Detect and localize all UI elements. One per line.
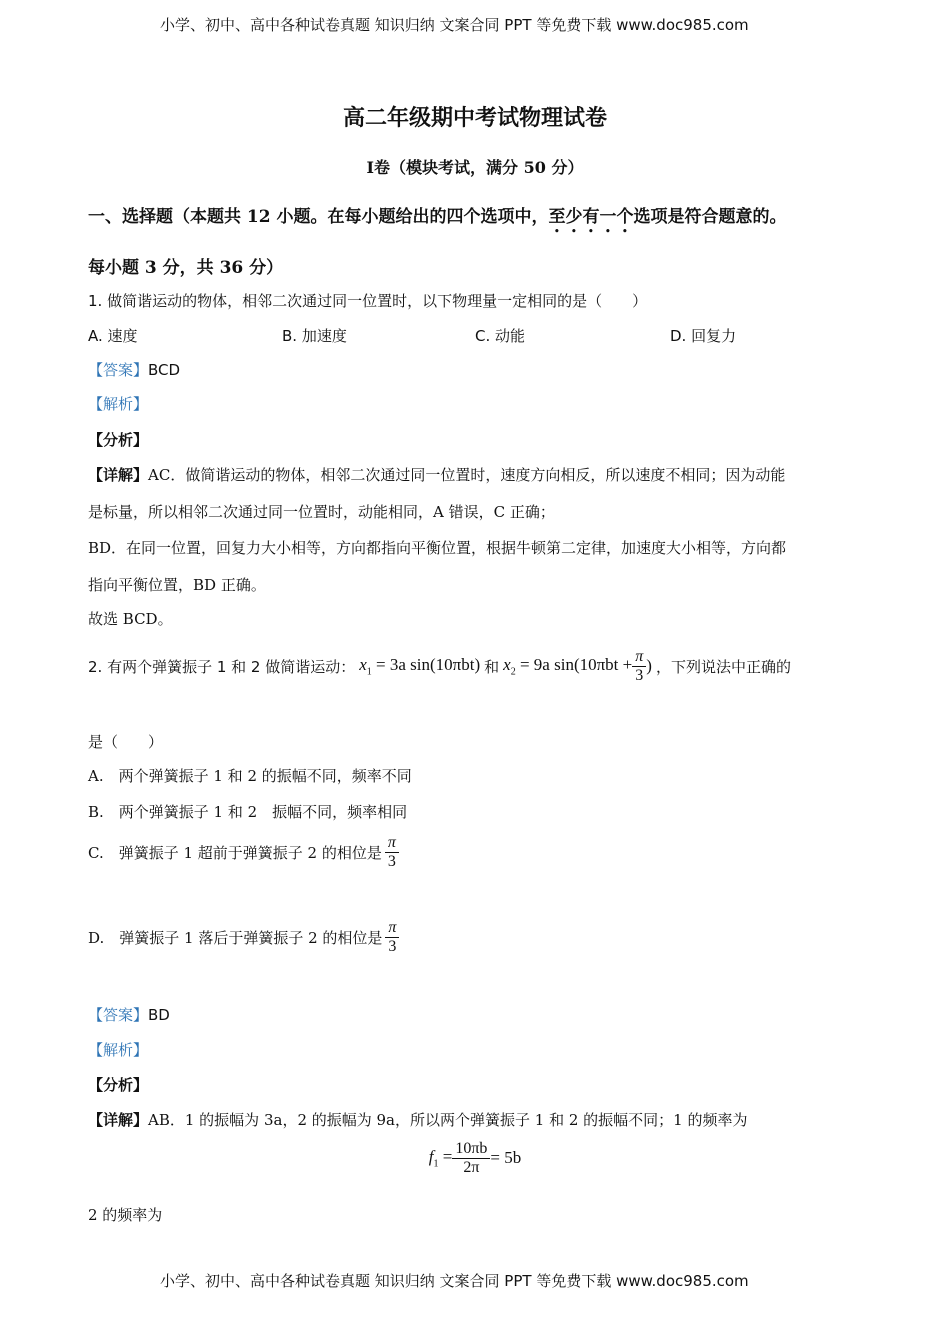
q2-detail-line1 <box>88 1109 747 1130</box>
formula-fraction <box>452 1140 490 1176</box>
formula-denominator: 2π <box>463 1158 480 1176</box>
q2-detail-text1: AB．1 的振幅为 3a，2 的振幅为 9a，所以两个弹簧振子 1 和 2 的振幅不同；1 的频率为 <box>148 1111 748 1129</box>
q2-answer-value: BD <box>148 1006 170 1024</box>
fraction-numerator: π <box>385 919 399 938</box>
q2-option-c-text: C. 弹簧振子 1 超前于弹簧振子 2 的相位是 <box>88 843 382 862</box>
formula-lhs <box>429 1147 453 1169</box>
q2-stem-tail: ，下列说法中正确的 <box>655 657 791 676</box>
q1-answer <box>88 359 180 380</box>
q2-fenxi-label: 【分析】 <box>88 1076 149 1094</box>
q1-answer-value: BCD <box>148 361 181 379</box>
q1-detail-line1 <box>88 464 785 485</box>
q1-option-c: C. 动能 <box>475 327 526 345</box>
formula-rhs: = 5b <box>490 1148 522 1168</box>
section-heading-line2: 每小题 3 分，共 36 分） <box>88 258 284 278</box>
detail-label: 【详解】 <box>88 466 149 484</box>
q1-fenxi-label: 【分析】 <box>88 431 149 449</box>
q2-equation-1 <box>359 655 480 677</box>
formula-variable: f <box>428 1146 434 1166</box>
q2-eq2-close: ) <box>646 656 652 676</box>
page-header: 小学、初中、高中各种试卷真题 知识归纳 文案合同 PPT 等免费下载 www.doc985.com <box>160 16 749 34</box>
eq2-subscript: 2 <box>510 666 516 678</box>
q2-option-d <box>88 919 399 955</box>
q1-option-d: D. 回复力 <box>670 327 737 345</box>
formula-equals: = <box>438 1146 453 1166</box>
section-heading-part2: 选项是符合题意的。 <box>633 207 787 227</box>
q2-stem-line1 <box>88 648 791 684</box>
q2-frequency-formula <box>0 1140 950 1176</box>
q2-option-b: B. 两个弹簧振子 1 和 2 振幅不同，频率相同 <box>88 803 408 821</box>
section-heading-emphasis: 至少有一个 <box>548 207 634 227</box>
detail-label: 【详解】 <box>88 1111 149 1129</box>
q2-equation-2 <box>503 655 632 677</box>
q2-option-c <box>88 834 399 870</box>
q2-analysis-label: 【解析】 <box>88 1041 149 1059</box>
q2-answer <box>88 1004 170 1025</box>
answer-label: 【答案】 <box>88 1006 149 1024</box>
section-heading <box>88 202 787 237</box>
formula-numerator: 10πb <box>452 1140 490 1159</box>
q2-stem-intro: 2. 有两个弹簧振子 1 和 2 做简谐运动： <box>88 657 356 676</box>
eq1-subscript: 1 <box>366 666 372 678</box>
q2-option-a: A. 两个弹簧振子 1 和 2 的振幅不同，频率不同 <box>88 767 412 785</box>
q2-eq2-fraction <box>632 648 646 684</box>
eq2-rhs: = 9a sin(10πbt + <box>515 654 633 674</box>
formula-subscript: 1 <box>433 1158 439 1170</box>
page-subtitle: Ⅰ卷（模块考试，满分 50 分） <box>366 158 584 177</box>
q1-detail-line4: 指向平衡位置，BD 正确。 <box>88 576 266 594</box>
q2-detail-line2: 2 的频率为 <box>88 1206 163 1224</box>
page-title: 高二年级期中考试物理试卷 <box>342 105 607 131</box>
fraction-numerator: π <box>385 834 399 853</box>
q1-option-b: B. 加速度 <box>282 327 347 345</box>
q2-stem-line2: 是（ ） <box>88 733 164 751</box>
q2-option-d-text: D. 弹簧振子 1 落后于弹簧振子 2 的相位是 <box>88 928 383 947</box>
q1-stem: 1. 做简谐运动的物体，相邻二次通过同一位置时，以下物理量一定相同的是（ ） <box>88 292 648 310</box>
answer-label: 【答案】 <box>88 361 149 379</box>
q1-option-a: A. 速度 <box>88 327 138 345</box>
section-heading-part1: 一、选择题（本题共 12 小题。在每小题给出的四个选项中， <box>88 207 549 227</box>
fraction-denominator: 3 <box>387 852 396 870</box>
q1-conclusion: 故选 BCD。 <box>88 610 173 628</box>
q1-analysis-label: 【解析】 <box>88 395 149 413</box>
fraction-numerator: π <box>632 648 646 667</box>
q1-detail-line2: 是标量，所以相邻二次通过同一位置时，动能相同，A 错误，C 正确； <box>88 503 555 521</box>
eq1-variable: x <box>359 654 367 674</box>
q1-detail-text1: AC．做简谐运动的物体，相邻二次通过同一位置时，速度方向相反，所以速度不相同；因为动能 <box>148 466 786 484</box>
eq1-rhs: = 3a sin(10πbt) <box>371 654 481 674</box>
page-footer: 小学、初中、高中各种试卷真题 知识归纳 文案合同 PPT 等免费下载 www.doc985.com <box>160 1272 749 1290</box>
q1-detail-line3: BD．在同一位置，回复力大小相等，方向都指向平衡位置，根据牛顿第二定律，加速度大小相等，方向都 <box>88 539 787 557</box>
q2-option-d-fraction <box>385 919 399 955</box>
eq2-variable: x <box>503 654 511 674</box>
fraction-denominator: 3 <box>388 937 397 955</box>
q2-option-c-fraction <box>385 834 399 870</box>
q2-stem-and: 和 <box>484 657 500 676</box>
fraction-denominator: 3 <box>635 666 644 684</box>
